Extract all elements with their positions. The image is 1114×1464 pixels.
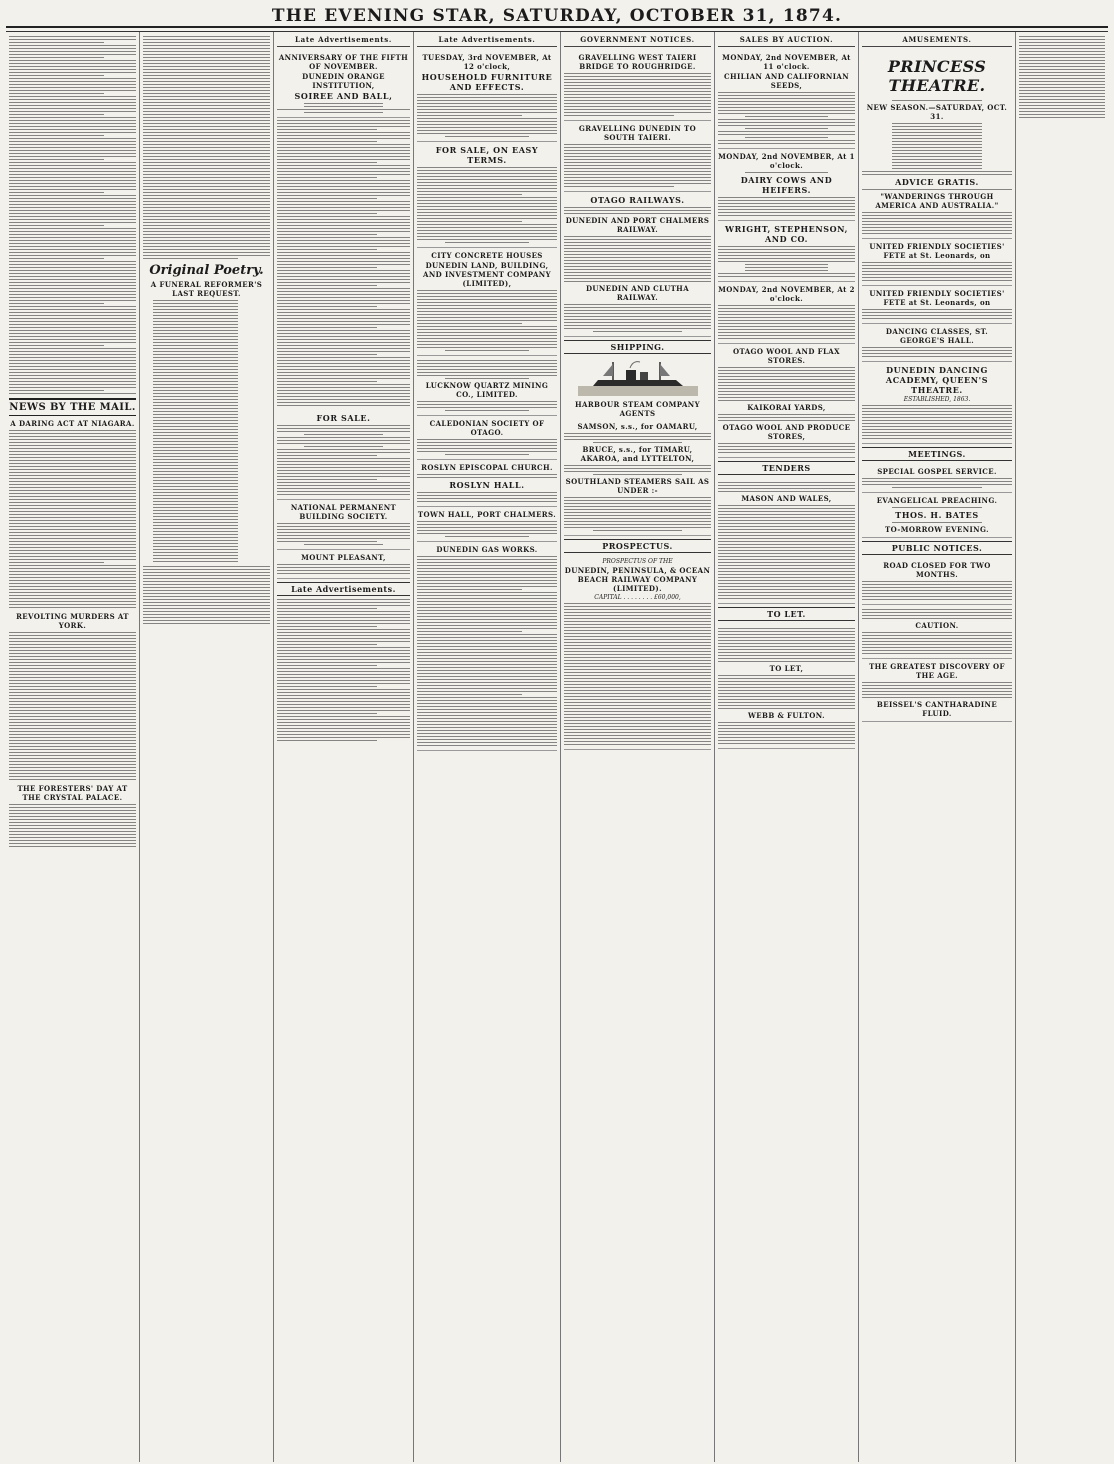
gas-works-heading: DUNEDIN GAS WORKS. xyxy=(436,545,538,554)
meetings-section: MEETINGS. xyxy=(862,447,1012,461)
prospectus-section: PROSPECTUS. xyxy=(564,539,711,553)
roslyn-church-heading: ROSLYN EPISCOPAL CHURCH. xyxy=(421,463,553,472)
masthead: THE EVENING STAR, SATURDAY, OCTOBER 31, 1874. xyxy=(6,6,1108,28)
to-let-section: TO LET. xyxy=(718,607,855,621)
column-8 xyxy=(1016,32,1108,1462)
late-ads-header-2: Late Advertisements. xyxy=(417,34,557,47)
wool-flax-stores-heading: OTAGO WOOL AND FLAX STORES. xyxy=(733,347,840,365)
column-7: AMUSEMENTS. PRINCESS THEATRE. NEW SEASON.—SATURDAY, OCT. 31. ADVICE GRATIS. "WANDERINGS THROUGH AMERICA AND AUSTRALIA." UNITED FRIENDLY SOCIETIES' FETE at St. Leonards, on UNITED FRIENDLY SOCIETIES' FETE at St. Leonards, on DANCING CLASSES, ST. GEORGE'S HALL. DUNEDIN DANCING ACADEMY, QUEEN'S THEATRE. ESTABLISHED, 1863. MEETINGS. SPECIAL GOSPEL SERVICE. EVANGELICAL PREACHING. THOS. H. BATES TO-MORROW EVENING. PUBLIC NOTICES. ROAD CLOSED FOR TWO MONTHS. CAUTION. THE GREATEST DISCOVERY OF THE AGE. BEISSEL'S CANTHARADINE FLUID. xyxy=(859,32,1016,1462)
easy-terms-heading: FOR SALE, ON EASY TERMS. xyxy=(435,145,539,165)
column-6: SALES BY AUCTION. MONDAY, 2nd NOVEMBER, At 11 o'clock. CHILIAN AND CALIFORNIAN SEEDS, MONDAY, 2nd NOVEMBER, At 1 o'clock. DAIRY COWS AND HEIFERS. WRIGHT, STEPHENSON, AND CO. MONDAY, 2nd NOVEMBER, At 2 o'clock. OTAGO WOOL AND FLAX STORES. KAIKORAI YARDS, OTAGO WOOL AND PRODUCE STORES, TENDERS MASON AND WALES, TO LET. TO LET, WEBB & FULTON. xyxy=(715,32,859,1462)
poem-body xyxy=(143,300,270,562)
caledonian-society-heading: CALEDONIAN SOCIETY OF OTAGO. xyxy=(429,419,545,437)
friendly-societies-heading-2: UNITED FRIENDLY SOCIETIES' FETE at St. Leonards, on xyxy=(869,289,1005,307)
land-building-company-heading: DUNEDIN LAND, BUILDING, AND INVESTMENT COMPANY (LIMITED), xyxy=(423,261,551,288)
amusements-header: AMUSEMENTS. xyxy=(862,34,1012,47)
harbour-steam-caption: HARBOUR STEAM COMPANY AGENTS xyxy=(575,400,700,418)
wright-stephenson-heading: WRIGHT, STEPHENSON, AND CO. xyxy=(725,224,848,244)
news-subhead: A DARING ACT AT NIAGARA. xyxy=(10,419,135,428)
tenders-section: TENDERS xyxy=(718,461,855,475)
late-ads-header: Late Advertisements. xyxy=(277,34,410,47)
princess-theatre-heading: PRINCESS THEATRE. xyxy=(887,57,987,95)
column-2 xyxy=(140,32,274,1462)
public-notices-section: PUBLIC NOTICES. xyxy=(862,541,1012,555)
news-by-mail-heading: NEWS BY THE MAIL. xyxy=(9,398,136,416)
mount-pleasant-heading: MOUNT PLEASANT, xyxy=(301,553,386,562)
news-text-block xyxy=(9,36,136,394)
ocean-beach-railway-heading: DUNEDIN, PENINSULA, & OCEAN BEACH RAILWAY COMPANY (LIMITED). xyxy=(564,566,711,593)
city-concrete-houses-heading: CITY CONCRETE HOUSES xyxy=(431,251,543,260)
news-subhead: REVOLTING MURDERS AT YORK. xyxy=(16,612,129,630)
household-furniture-heading: HOUSEHOLD FURNITURE AND EFFECTS. xyxy=(421,72,553,92)
poem-title: A FUNERAL REFORMER'S LAST REQUEST. xyxy=(150,280,263,298)
ad-orange-institution: ANNIVERSARY OF THE FIFTH OF NOVEMBER. DUNEDIN ORANGE INSTITUTION, SOIREE AND BALL, xyxy=(277,50,410,118)
news-subhead: THE FORESTERS' DAY AT THE CRYSTAL PALACE. xyxy=(17,784,128,802)
otago-railways-heading: OTAGO RAILWAYS. xyxy=(590,195,685,205)
steamship-illustration xyxy=(578,358,698,396)
government-notices-header: GOVERNMENT NOTICES. xyxy=(564,34,711,47)
for-sale-heading: FOR SALE. xyxy=(316,413,371,423)
chilian-seeds-heading: CHILIAN AND CALIFORNIAN SEEDS, xyxy=(723,72,850,90)
column-3 xyxy=(274,32,414,1462)
shipping-section: SHIPPING. xyxy=(564,340,711,354)
original-poetry-heading: Original Poetry. xyxy=(149,263,264,278)
building-society-heading: NATIONAL PERMANENT BUILDING SOCIETY. xyxy=(290,503,397,521)
sales-by-auction-header: SALES BY AUCTION. xyxy=(718,34,855,47)
roslyn-hall-heading: ROSLYN HALL. xyxy=(449,480,525,490)
friendly-societies-heading: UNITED FRIENDLY SOCIETIES' FETE at St. Leonards, on xyxy=(869,242,1005,260)
dairy-cows-heading: DAIRY COWS AND HEIFERS. xyxy=(740,175,833,195)
advice-gratis-heading: ADVICE GRATIS. xyxy=(895,177,979,187)
column-5: GOVERNMENT NOTICES. GRAVELLING WEST TAIERI BRIDGE TO ROUGHRIDGE. GRAVELLING DUNEDIN TO SOUTH TAIERI. OTAGO RAILWAYS. DUNEDIN AND PORT CHALMERS RAILWAY. DUNEDIN AND CLUTHA RAILWAY. SHIPPING. HARBOUR STEAM COMPANY AGENTS SAMSON, s.s., for OAMARU, BRUCE, s.s., for TIMARU, AKAROA, and LYTTELTON, SOUTHLAND STEAMERS SAIL AS UNDER :- PROSPECTUS. PROSPECTUS OF THE DUNEDIN, PENINSULA, & OCEAN BEACH RAILWAY COMPANY (LIMITED). CAPITAL . . . . . . . . £60,000, xyxy=(561,32,715,1462)
columns xyxy=(6,31,1108,1462)
town-hall-heading: TOWN HALL, PORT CHALMERS. xyxy=(417,510,557,519)
dancing-academy-heading: DUNEDIN DANCING ACADEMY, QUEEN'S THEATRE. xyxy=(885,365,989,395)
gravelling-dunedin-heading: GRAVELLING DUNEDIN TO SOUTH TAIERI. xyxy=(578,124,697,142)
column-1 xyxy=(6,32,140,1462)
dancing-classes-heading: DANCING CLASSES, ST. GEORGE'S HALL. xyxy=(885,327,989,345)
wanderings-heading: "WANDERINGS THROUGH AMERICA AND AUSTRALIA." xyxy=(875,192,999,210)
late-ads-section: Late Advertisements. xyxy=(277,582,410,596)
lucknow-mining-heading: LUCKNOW QUARTZ MINING CO., LIMITED. xyxy=(425,381,549,399)
gravelling-west-taieri-heading: GRAVELLING WEST TAIERI BRIDGE TO ROUGHRIDGE. xyxy=(578,53,697,71)
column-4: Late Advertisements. TUESDAY, 3rd NOVEMBER, At 12 o'clock, HOUSEHOLD FURNITURE AND EFFECTS. FOR SALE, ON EASY TERMS. CITY CONCRETE HOUSES DUNEDIN LAND, BUILDING, AND INVESTMENT COMPANY (LIMITED), LUCKNOW QUARTZ MINING CO., LIMITED. CALEDONIAN SOCIETY OF OTAGO. ROSLYN EPISCOPAL CHURCH. ROSLYN HALL. TOWN HALL, PORT CHALMERS. DUNEDIN GAS WORKS. xyxy=(414,32,561,1462)
